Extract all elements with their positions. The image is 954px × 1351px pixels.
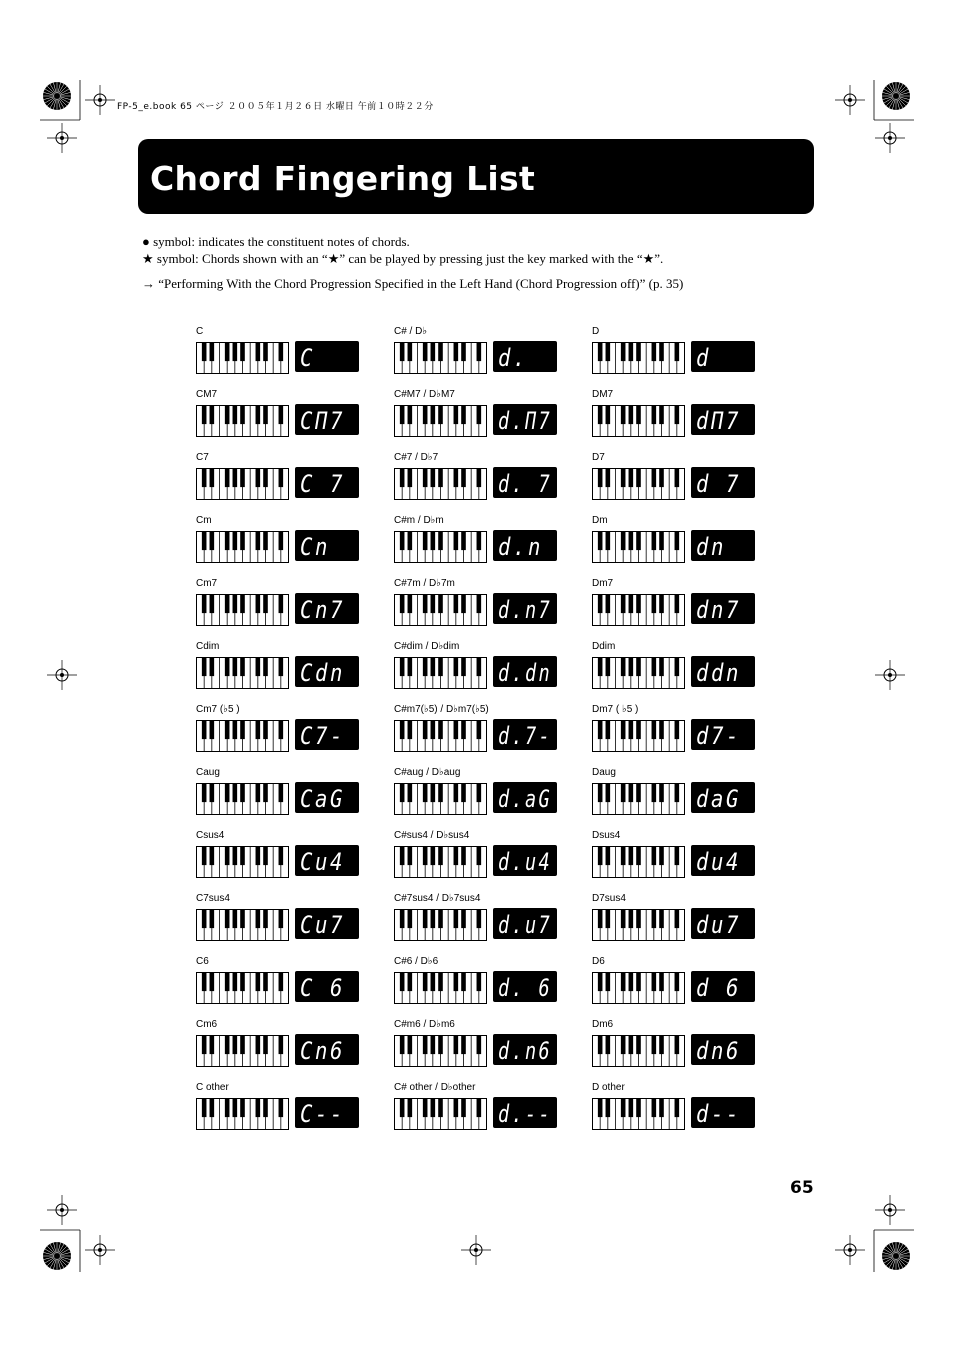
display-text: d-- (696, 1100, 741, 1128)
chord-display (493, 593, 557, 624)
chord-name: C# other / D♭other (394, 1082, 476, 1093)
chord-name: C#m6 / D♭m6 (394, 1019, 455, 1030)
display-text: d.u4 (498, 848, 552, 876)
keyboard-diagram (196, 405, 289, 437)
chord-entry (196, 641, 362, 701)
display-text: Cu7 (300, 911, 345, 939)
chord-entry (196, 452, 362, 512)
chord-display (691, 467, 755, 498)
page-title: Chord Fingering List (150, 159, 536, 198)
chord-entry (196, 767, 362, 827)
chord-display (691, 719, 755, 750)
display-text: ddn (696, 659, 741, 687)
display-text: d. 6 (498, 974, 552, 1002)
chord-display (691, 971, 755, 1002)
chord-display (493, 719, 557, 750)
display-text: d.-- (498, 1100, 552, 1128)
chord-entry (592, 515, 758, 575)
chord-entry (394, 452, 560, 512)
keyboard-diagram (394, 909, 487, 941)
print-header-line: FP-5_e.book 65 ページ ２００５年１月２６日 水曜日 午前１０時２２分 (117, 102, 434, 112)
display-text: d.Π7 (498, 407, 552, 435)
chord-name: Cm6 (196, 1019, 218, 1030)
display-text: d.n7 (498, 596, 552, 624)
chord-entry (592, 641, 758, 701)
chord-display (493, 971, 557, 1002)
display-text: C7- (300, 722, 345, 750)
chord-name: C (196, 326, 204, 337)
display-text: dn7 (696, 596, 741, 624)
keyboard-diagram (394, 342, 487, 374)
chord-display (295, 845, 359, 876)
keyboard-diagram (394, 468, 487, 500)
chord-entry (592, 1082, 758, 1142)
chord-entry (592, 704, 758, 764)
keyboard-diagram (394, 405, 487, 437)
keyboard-diagram (394, 657, 487, 689)
chord-name: D (592, 326, 600, 337)
chord-display (493, 404, 557, 435)
display-text: daG (696, 785, 741, 813)
notes-block (142, 233, 862, 292)
keyboard-diagram (394, 846, 487, 878)
keyboard-diagram (592, 783, 685, 815)
chord-name: DM7 (592, 389, 614, 400)
chord-entry (592, 578, 758, 638)
chord-entry (394, 1082, 560, 1142)
keyboard-diagram (196, 342, 289, 374)
chord-entry (394, 641, 560, 701)
display-text: d 7 (696, 470, 741, 498)
chord-display (295, 971, 359, 1002)
chord-entry (196, 956, 362, 1016)
keyboard-diagram (592, 972, 685, 1004)
chord-name: C7sus4 (196, 893, 230, 904)
chord-entry (592, 452, 758, 512)
chord-display (691, 404, 755, 435)
chord-name: CM7 (196, 389, 218, 400)
display-text: d (696, 344, 711, 372)
keyboard-diagram (196, 1098, 289, 1130)
chord-display (493, 1034, 557, 1065)
chord-entry (394, 704, 560, 764)
display-text: CaG (300, 785, 345, 813)
chord-name: D7sus4 (592, 893, 626, 904)
chord-display (691, 908, 755, 939)
display-text: C 7 (300, 470, 345, 498)
chord-name: Cm7 (♭5 ) (196, 704, 240, 715)
chord-name: C other (196, 1082, 229, 1093)
chord-entry (592, 1019, 758, 1079)
keyboard-diagram (592, 846, 685, 878)
chord-name: Daug (592, 767, 616, 778)
keyboard-diagram (592, 531, 685, 563)
chord-name: D6 (592, 956, 605, 967)
chord-entry (394, 830, 560, 890)
keyboard-diagram (196, 531, 289, 563)
chord-display (295, 593, 359, 624)
display-text: d 6 (696, 974, 741, 1002)
display-text: C 6 (300, 974, 345, 1002)
display-text: d. (498, 344, 528, 372)
keyboard-diagram (592, 720, 685, 752)
chord-name: Dm (592, 515, 608, 526)
chord-display (691, 845, 755, 876)
chord-display (295, 656, 359, 687)
chord-entry (196, 326, 362, 386)
chord-display (295, 341, 359, 372)
display-text: du4 (696, 848, 741, 876)
keyboard-diagram (592, 405, 685, 437)
chord-display (493, 530, 557, 561)
display-text: Cn6 (300, 1037, 345, 1065)
chord-entry (196, 830, 362, 890)
title-banner (138, 139, 814, 214)
chord-name: Cdim (196, 641, 220, 652)
chord-name: C#7 / D♭7 (394, 452, 439, 463)
note-reference: → “Performing With the Chord Progression Specified in the Left Hand (Chord Progression off)” (p. 35) (142, 276, 684, 291)
chord-display (493, 1097, 557, 1128)
keyboard-diagram (394, 594, 487, 626)
display-text: d.n6 (498, 1037, 552, 1065)
display-text: d.dn (498, 659, 552, 687)
display-text: CΠ7 (300, 407, 345, 435)
keyboard-diagram (196, 972, 289, 1004)
chord-name: C#dim / D♭dim (394, 641, 460, 652)
chord-display (295, 719, 359, 750)
chord-display (493, 341, 557, 372)
chord-display (493, 908, 557, 939)
keyboard-diagram (394, 720, 487, 752)
display-text: d. 7 (498, 470, 552, 498)
keyboard-diagram (592, 657, 685, 689)
chord-entry (592, 956, 758, 1016)
chord-entry (196, 389, 362, 449)
keyboard-diagram (592, 594, 685, 626)
chord-display (493, 845, 557, 876)
chord-name: Caug (196, 767, 220, 778)
chord-name: Cm7 (196, 578, 218, 589)
display-text: Cn (300, 533, 330, 561)
chord-name: Dsus4 (592, 830, 621, 841)
chord-entry (394, 326, 560, 386)
chord-entry (196, 1082, 362, 1142)
chord-entry (196, 1019, 362, 1079)
chord-display (295, 1034, 359, 1065)
chord-display (691, 1034, 755, 1065)
chord-name: C6 (196, 956, 209, 967)
chord-name: Dm6 (592, 1019, 614, 1030)
chord-name: C# / D♭ (394, 326, 428, 337)
chord-display (691, 530, 755, 561)
chord-entry (196, 578, 362, 638)
chord-display (295, 404, 359, 435)
chord-entry (592, 767, 758, 827)
chord-entry (394, 893, 560, 953)
display-text: d.u7 (498, 911, 552, 939)
chord-display (691, 341, 755, 372)
chord-display (295, 908, 359, 939)
keyboard-diagram (196, 594, 289, 626)
page-number: 65 (790, 1178, 814, 1198)
display-text: Cu4 (300, 848, 345, 876)
chord-name: D other (592, 1082, 625, 1093)
keyboard-diagram (592, 1035, 685, 1067)
chord-name: C#m / D♭m (394, 515, 444, 526)
keyboard-diagram (394, 1035, 487, 1067)
keyboard-diagram (196, 909, 289, 941)
chord-name: C#7sus4 / D♭7sus4 (394, 893, 481, 904)
chord-name: Dm7 ( ♭5 ) (592, 704, 639, 715)
display-text: d.aG (498, 785, 552, 813)
chord-name: C#m7(♭5) / D♭m7(♭5) (394, 704, 489, 715)
keyboard-diagram (196, 846, 289, 878)
chord-name: Cm (196, 515, 212, 526)
chord-name: C#M7 / D♭M7 (394, 389, 455, 400)
chord-name: C7 (196, 452, 209, 463)
keyboard-diagram (394, 783, 487, 815)
chord-entry (394, 956, 560, 1016)
chord-display (691, 656, 755, 687)
display-text: d.n (498, 533, 543, 561)
keyboard-diagram (592, 342, 685, 374)
chord-name: Ddim (592, 641, 616, 652)
keyboard-diagram (196, 783, 289, 815)
chord-name: C#7m / D♭7m (394, 578, 455, 589)
keyboard-diagram (592, 468, 685, 500)
chord-entry (592, 326, 758, 386)
chord-display (691, 782, 755, 813)
display-text: d7- (696, 722, 741, 750)
display-text: C-- (300, 1100, 345, 1128)
display-text: d.7- (498, 722, 552, 750)
chord-entry (394, 767, 560, 827)
keyboard-diagram (394, 1098, 487, 1130)
keyboard-diagram (196, 468, 289, 500)
chord-display (493, 656, 557, 687)
chord-display (295, 530, 359, 561)
chord-display (691, 1097, 755, 1128)
chord-entry (196, 515, 362, 575)
chord-entry (592, 893, 758, 953)
chord-entry (394, 1019, 560, 1079)
keyboard-diagram (592, 909, 685, 941)
chord-name: Csus4 (196, 830, 225, 841)
keyboard-diagram (394, 531, 487, 563)
display-text: Cdn (300, 659, 345, 687)
chord-entry (196, 704, 362, 764)
display-text: Cn7 (300, 596, 345, 624)
display-text: dΠ7 (696, 407, 741, 435)
keyboard-diagram (196, 720, 289, 752)
chord-entry (394, 578, 560, 638)
chord-display (493, 782, 557, 813)
keyboard-diagram (394, 972, 487, 1004)
chord-display (691, 593, 755, 624)
display-text: C (300, 344, 315, 372)
chord-name: Dm7 (592, 578, 614, 589)
chord-entry (592, 389, 758, 449)
keyboard-diagram (592, 1098, 685, 1130)
display-text: dn6 (696, 1037, 741, 1065)
keyboard-diagram (196, 657, 289, 689)
chord-entry (196, 893, 362, 953)
chord-name: D7 (592, 452, 605, 463)
chord-entry (394, 389, 560, 449)
chord-name: C#sus4 / D♭sus4 (394, 830, 470, 841)
note-circle-symbol: ● symbol: indicates the constituent notes of chords. (142, 234, 410, 249)
note-star-symbol: ★ symbol: Chords shown with an “★” can be played by pressing just the key marked with the “★”. (142, 251, 664, 266)
chord-entry (592, 830, 758, 890)
chord-display (493, 467, 557, 498)
keyboard-diagram (196, 1035, 289, 1067)
chord-display (295, 1097, 359, 1128)
chord-entry (394, 515, 560, 575)
chord-display (295, 467, 359, 498)
display-text: dn (696, 533, 726, 561)
display-text: du7 (696, 911, 741, 939)
chord-display (295, 782, 359, 813)
chord-name: C#6 / D♭6 (394, 956, 439, 967)
chord-name: C#aug / D♭aug (394, 767, 461, 778)
